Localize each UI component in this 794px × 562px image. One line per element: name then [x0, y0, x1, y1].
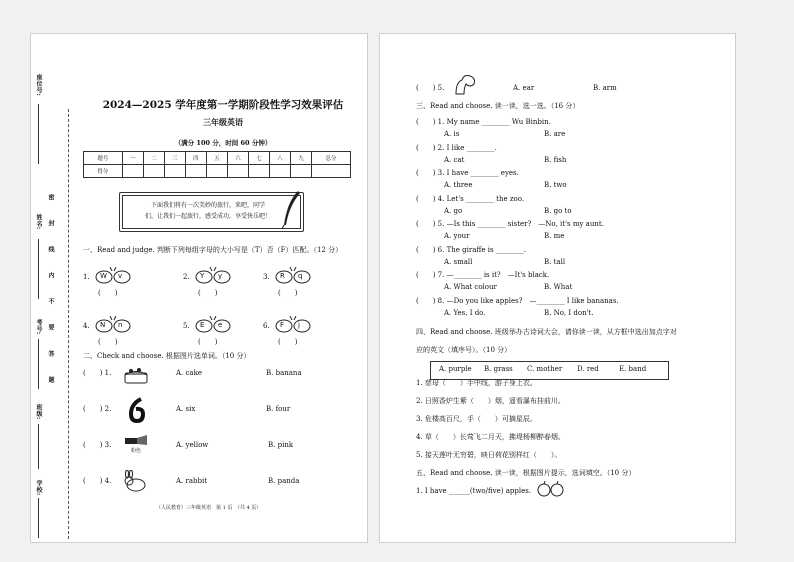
letter-lower: n	[118, 321, 123, 329]
banner-line-2: 们，让我们一起旅行，感受成功，享受快乐吧！	[144, 213, 271, 220]
option-a: A. purple	[439, 365, 472, 373]
s3-option-a: A. go	[444, 206, 463, 215]
option-d: D. red	[577, 365, 599, 373]
section4-title-2: 应的英文（填序号）。（10 分）	[416, 346, 512, 354]
item-num: 3.	[263, 273, 270, 281]
score-header: 八	[270, 152, 291, 165]
poem-line: 4. 草（ ）长莺飞二月天，拂堤杨柳醉春烟。	[416, 433, 565, 441]
score-header: 九	[291, 152, 312, 165]
s2-q4-num: ( ) 4.	[83, 477, 112, 485]
seal-notice: 密 封 线 内 不 要 答 题	[47, 194, 54, 392]
seat-no-line	[38, 104, 39, 164]
item-num: 1.	[83, 273, 90, 281]
cake-icon	[121, 364, 151, 386]
score-table-header-row	[84, 152, 351, 165]
rabbit-icon	[121, 470, 147, 492]
answer-paren[interactable]: ( )	[278, 289, 298, 297]
score-header: 一	[122, 152, 143, 165]
banner-line-1: 下面我们将有一次美妙的旅行，来吧，同学	[150, 202, 265, 209]
s2-q1-option-a: A. cake	[176, 369, 202, 377]
score-cell[interactable]	[270, 165, 291, 178]
score-header: 二	[143, 152, 164, 165]
s3-option-a: A. small	[444, 257, 473, 266]
s2-q5-option-b: B. arm	[593, 84, 617, 92]
s3-option-a: A. What colour	[444, 283, 497, 291]
score-header: 五	[206, 152, 227, 165]
s3-question-text: ( ) 7. —________ is it? —It's black.	[416, 271, 550, 279]
section3-title: 三、Read and choose. 读一读，选一选。（16 分）	[416, 102, 580, 110]
arm-muscle-icon	[452, 72, 480, 98]
score-cell[interactable]	[206, 165, 227, 178]
s2-q2-option-b: B. four	[266, 405, 291, 413]
s3-option-a: A. Yes, I do.	[444, 308, 486, 317]
letter-upper: W	[100, 272, 107, 280]
letter-upper: R	[280, 272, 285, 280]
score-header: 总分	[312, 152, 351, 165]
answer-paren[interactable]: ( )	[278, 338, 298, 346]
poem-line: 2. 日照香炉生紫（ ）烟，遥看瀑布挂前川。	[416, 397, 565, 405]
intro-banner	[119, 192, 304, 232]
s2-q5-num: ( ) 5.	[416, 84, 445, 92]
apples-icon	[536, 480, 566, 498]
quill-pen-icon	[280, 189, 302, 229]
s3-option-a: A. your	[444, 232, 470, 240]
section2-title: 二、Check and choose. 根据图片选单词。（10 分）	[83, 352, 251, 360]
poem-line: 3. 危楼高百尺，手（ ）可摘星辰。	[416, 415, 537, 423]
page-title: 2024—2025 学年度第一学期阶段性学习效果评估	[102, 99, 344, 111]
s3-question-text: ( ) 8. —Do you like apples? —________ I like bananas.	[416, 296, 619, 305]
s3-option-b: B. What	[544, 283, 573, 291]
answer-paren[interactable]: ( )	[198, 289, 218, 297]
s3-option-a: A. is	[444, 130, 460, 138]
answer-paren[interactable]: ( )	[98, 289, 118, 297]
section5-title: 五、Read and choose. 读一读，根据图片提示，选词填空。（10 分）	[416, 469, 636, 477]
score-header: 题号	[84, 152, 123, 165]
s2-q3-option-b: B. pink	[268, 441, 294, 449]
paint-brush-icon	[123, 432, 149, 448]
exam-no-label: 考号:	[35, 319, 42, 335]
s2-q3-num: ( ) 3.	[83, 441, 112, 449]
s3-question-text: ( ) 3. I have ________ eyes.	[416, 169, 519, 177]
score-cell[interactable]	[122, 165, 143, 178]
class-label: 班级:	[35, 404, 42, 420]
s5-q1: 1. I have ______(two/five) apples.	[416, 487, 532, 495]
s2-q2-num: ( ) 2.	[83, 405, 112, 413]
school-line	[38, 498, 39, 538]
letter-lower: q	[298, 272, 303, 280]
s3-option-b: B. tall	[544, 257, 566, 266]
option-box	[430, 361, 669, 380]
score-header: 四	[185, 152, 206, 165]
s3-option-b: B. me	[544, 232, 565, 240]
letter-lower: j	[298, 321, 300, 329]
s3-option-b: B. go to	[544, 206, 572, 215]
name-line	[38, 239, 39, 299]
s3-question-text: ( ) 5. —Is this ________ sister? —No, it's my aunt.	[416, 220, 604, 228]
poem-line: 5. 接天莲叶无穷碧，映日荷花别样红（ ）。	[416, 451, 562, 459]
score-table	[83, 151, 351, 178]
letter-upper: F	[280, 321, 285, 329]
score-info: （满分 100 分，时间 60 分钟）	[174, 139, 272, 147]
s3-option-a: A. cat	[444, 155, 465, 164]
answer-paren[interactable]: ( )	[98, 338, 118, 346]
seal-line	[68, 109, 69, 539]
school-label: 学校:	[35, 480, 42, 496]
section4-title: 四、Read and choose. 班级举办古诗词大会，请你读一读，从方框中选出加点字对	[416, 328, 677, 336]
pic3-label: 粉色	[131, 448, 142, 454]
letter-upper: E	[200, 321, 205, 329]
score-header: 三	[164, 152, 185, 165]
s2-q4-option-a: A. rabbit	[176, 477, 208, 485]
score-row-label: 得分	[84, 165, 123, 178]
score-cell[interactable]	[312, 165, 351, 178]
letter-upper: N	[100, 321, 106, 329]
score-cell[interactable]	[291, 165, 312, 178]
option-e: E. band	[619, 365, 647, 373]
section1-title: 一、Read and judge. 判断下列每组字母的大小写是（T）否（F）匹配。（12 分）	[83, 246, 343, 254]
number-six-icon	[126, 396, 148, 424]
seat-no-label: 座位号:	[35, 74, 42, 97]
score-header: 六	[227, 152, 248, 165]
page-subtitle: 三年级英语	[203, 117, 243, 127]
letter-lower: e	[218, 321, 223, 329]
score-table-score-row	[84, 165, 351, 178]
s2-q3-option-a: A. yellow	[176, 441, 209, 449]
option-c: C. mother	[527, 365, 563, 373]
answer-paren[interactable]: ( )	[198, 338, 218, 346]
item-num: 4.	[83, 322, 90, 330]
s2-q5-option-a: A. ear	[513, 84, 535, 92]
score-cell[interactable]	[143, 165, 164, 178]
score-header: 七	[248, 152, 269, 165]
letter-upper: Y	[200, 272, 205, 280]
s3-option-b: B. are	[544, 130, 566, 138]
s2-q1-num: ( ) 1.	[83, 369, 112, 377]
s2-q1-option-b: B. banana	[266, 369, 302, 377]
s3-option-b: B. two	[544, 181, 567, 189]
class-line	[38, 424, 39, 469]
score-cell[interactable]	[248, 165, 269, 178]
s3-option-b: B. fish	[544, 155, 567, 164]
option-b: B. grass	[484, 365, 513, 373]
s3-option-b: B. No, I don't.	[544, 308, 594, 317]
s2-q4-option-b: B. panda	[268, 477, 300, 485]
item-num: 2.	[183, 273, 190, 281]
s3-option-a: A. three	[444, 181, 473, 189]
name-label: 姓名:	[35, 214, 42, 230]
left-footer: （人民教育）三年级英语 第 1 页 （共 4 页）	[156, 505, 262, 511]
score-cell[interactable]	[185, 165, 206, 178]
s2-q2-option-a: A. six	[176, 405, 196, 413]
letter-lower: v	[118, 272, 123, 280]
exam-no-line	[38, 339, 39, 389]
s3-question-text: ( ) 1. My name ________ Wu Binbin.	[416, 118, 551, 126]
s3-question-text: ( ) 4. Let's ________ the zoo.	[416, 194, 525, 203]
score-cell[interactable]	[227, 165, 248, 178]
s3-question-text: ( ) 6. The giraffe is ________.	[416, 245, 526, 254]
s3-question-text: ( ) 2. I like ________.	[416, 143, 497, 152]
right-page	[379, 33, 736, 543]
item-num: 6.	[263, 322, 270, 330]
left-page	[30, 33, 368, 543]
poem-line: 1. 慈母（ ）手中线，游子身上衣。	[416, 379, 537, 387]
score-cell[interactable]	[164, 165, 185, 178]
letter-lower: y	[218, 272, 223, 280]
item-num: 5.	[183, 322, 190, 330]
